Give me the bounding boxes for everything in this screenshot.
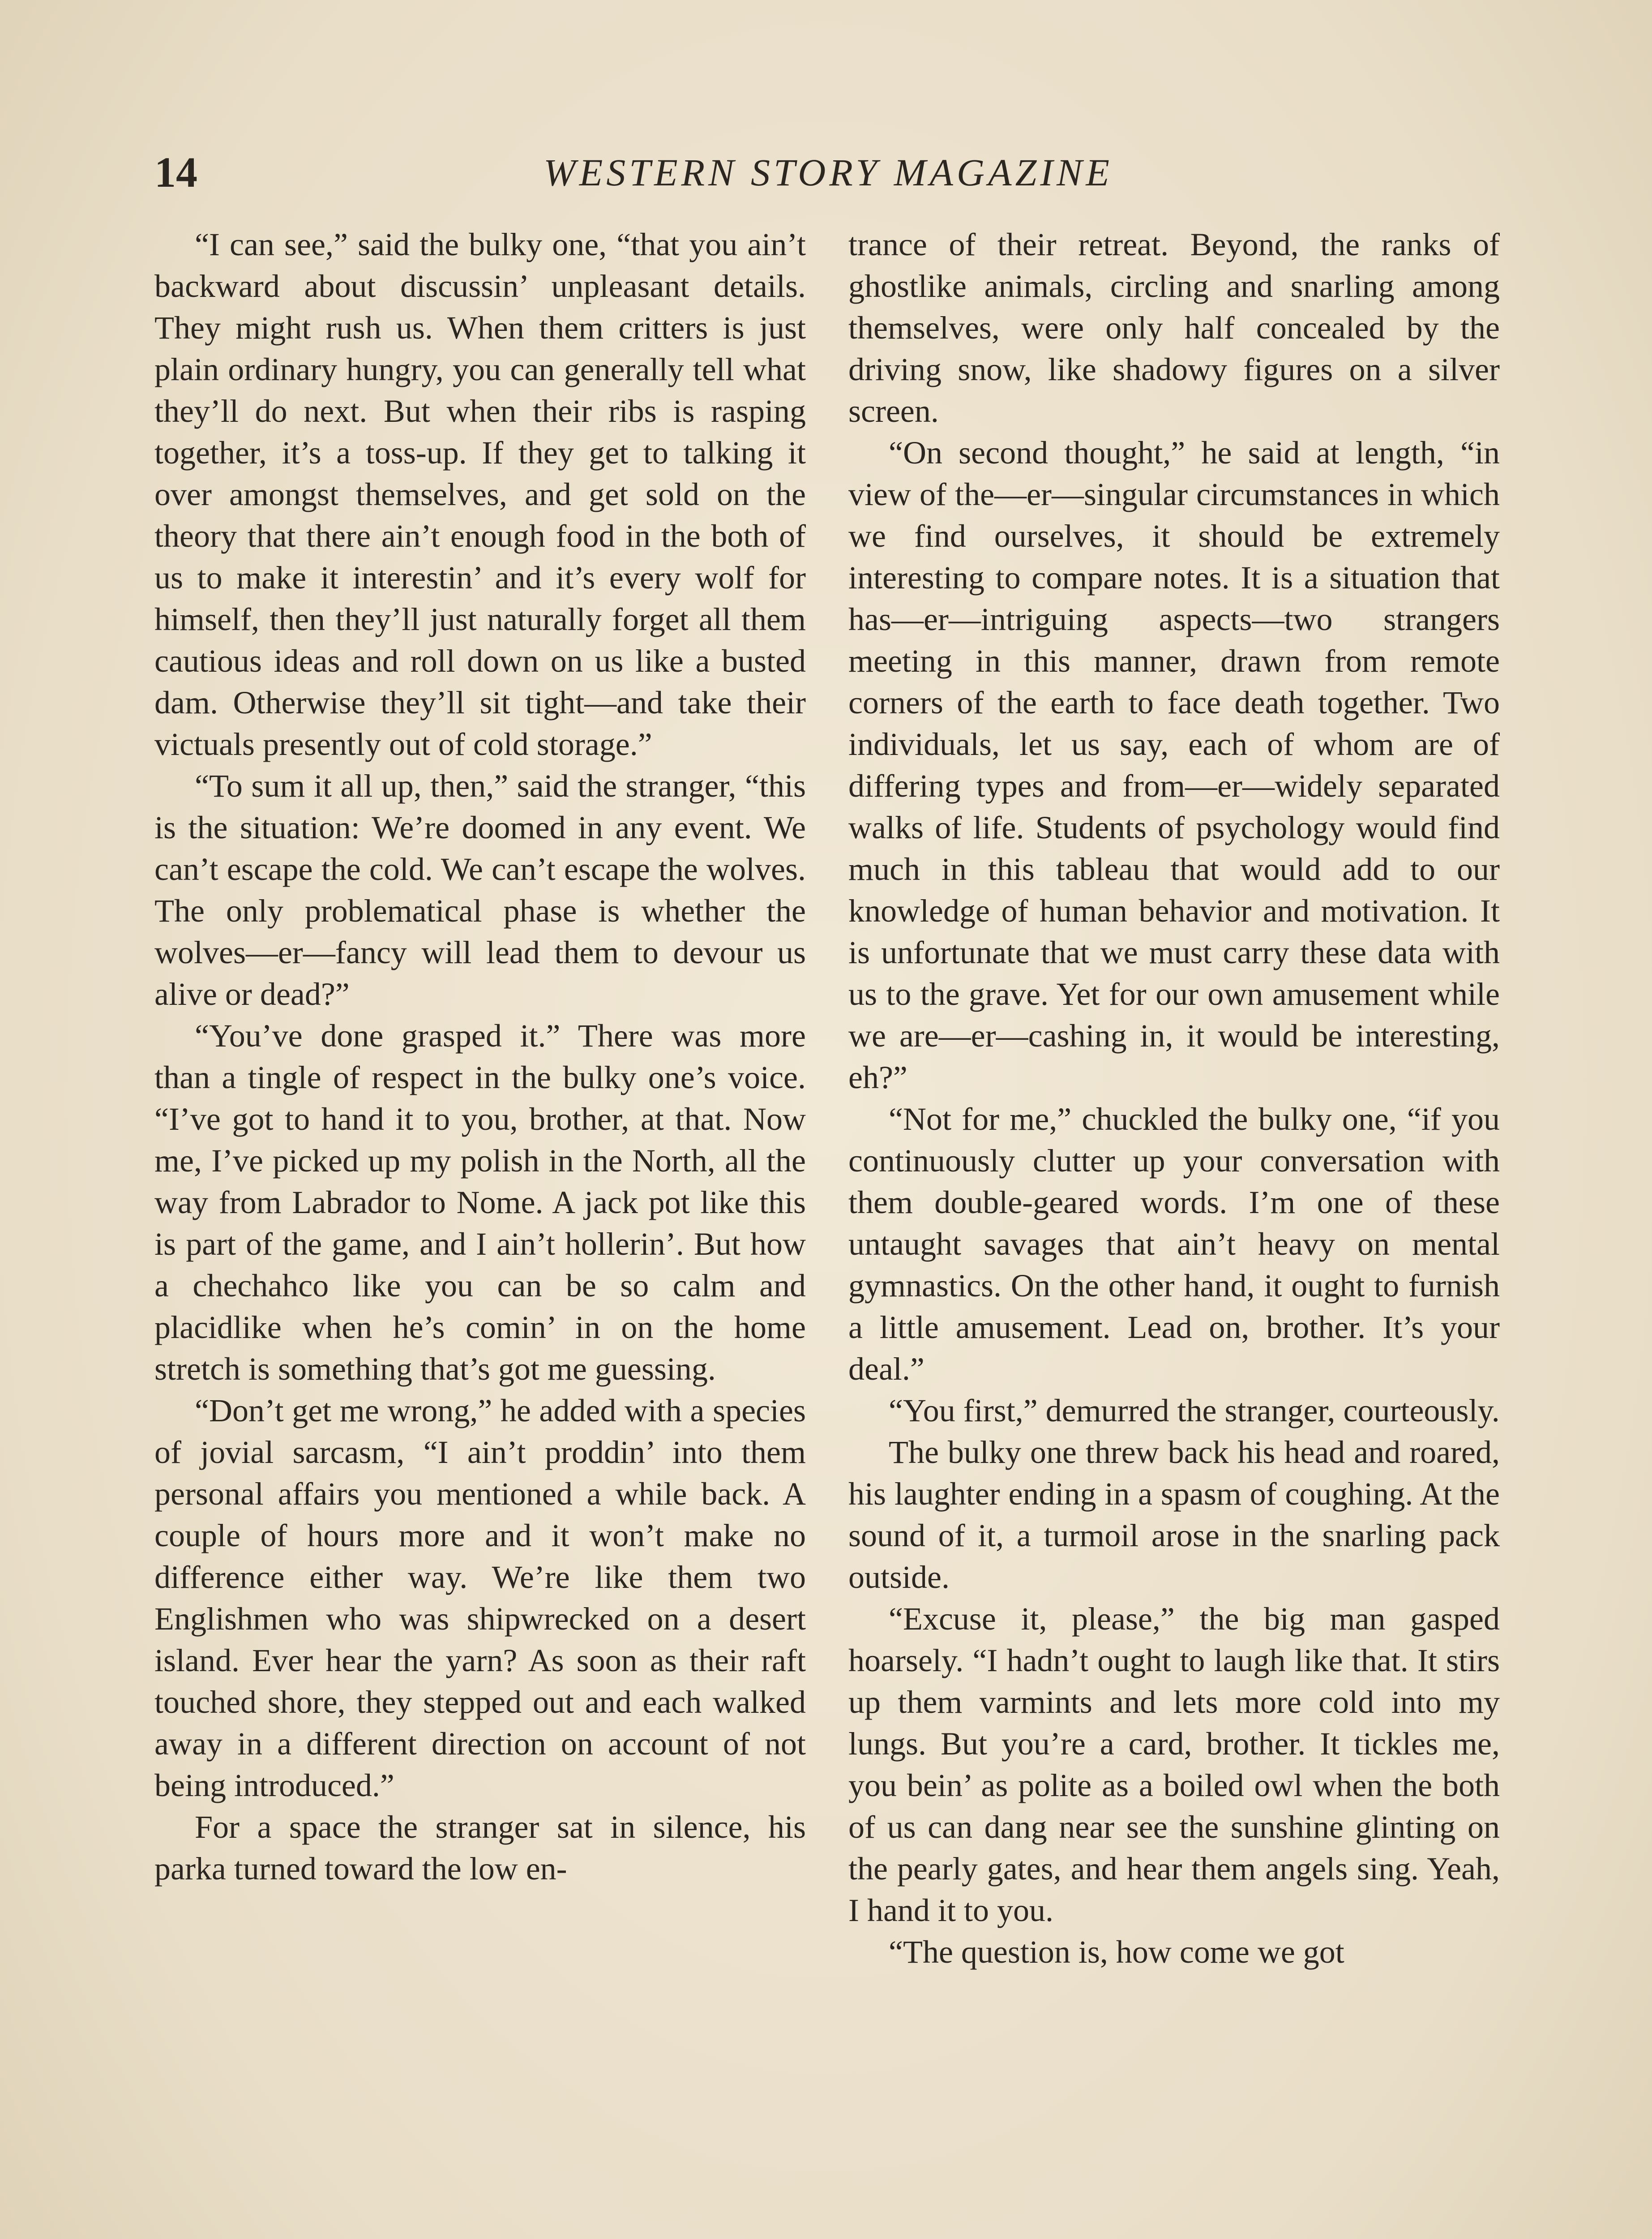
left-column [154, 224, 806, 2239]
right-column [848, 224, 1500, 2239]
paragraph-continuation: trance of their retreat. Beyond, the ranks of ghostlike animals, circling and snarling among themselves, were only half concealed by the driving snow, like shadowy figures on a silver screen. [848, 227, 1500, 429]
paragraph: “The question is, how come we got [889, 1934, 1344, 1970]
paragraph: “Not for me,” chuckled the bulky one, “if you continuously clutter up your conversation with them double-geared words. I’m one of these untaught savages that ain’t heavy on mental gymnastics. On the other hand, it ought to furnish a little amusement. Lead on, brother. It’s your deal.” [848, 1101, 1500, 1387]
paragraph: “Don’t get me wrong,” he added with a species of jovial sarcasm, “I ain’t proddin’ into them personal affairs you mentioned a while back. A couple of hours more and it won’t make no difference either way. We’re like them two Englishmen who was shipwrecked on a desert island. Ever hear the yarn? As soon as their raft touched shore, they stepped out and each walked away in a different direction on account of not being introduced.” [154, 1393, 806, 1803]
paragraph: “You first,” demurred the stranger, courteously. [889, 1393, 1500, 1428]
paragraph: For a space the stranger sat in silence, his parka turned toward the low en- [154, 1809, 806, 1887]
paragraph: “On second thought,” he said at length, “in view of the—er—singular circumstances in which we find ourselves, it should be extremely interesting to compare notes. It is a situation that has—er—intriguing aspects—two strangers meeting in this manner, drawn from remote corners of the earth to face death together. Two individuals, let us say, each of whom are of differing types and from—er—widely separated walks of life. Students of psychology would find much in this tableau that would add to our knowledge of human behavior and motivation. It is unfortunate that we must carry these data with us to the grave. Yet for our own amusement while we are—er—cashing in, it would be interesting, eh?” [848, 435, 1500, 1095]
page-number: 14 [154, 148, 197, 196]
paragraph: “To sum it all up, then,” said the stranger, “this is the situation: We’re doomed in any event. We can’t escape the cold. We can’t escape the wolves. The only problematical phase is whether the wolves—er—fancy will lead them to devour us alive or dead?” [154, 768, 806, 1012]
paragraph: The bulky one threw back his head and roared, his laughter ending in a spasm of coughing. At the sound of it, a turmoil arose in the snarling pack outside. [848, 1434, 1500, 1595]
running-title: WESTERN STORY MAGAZINE [544, 151, 1113, 194]
paragraph: “You’ve done grasped it.” There was more than a tingle of respect in the bulky one’s voice. “I’ve got to hand it to you, brother, at that. Now me, I’ve picked up my polish in the North, all the way from Labrador to Nome. A jack pot like this is part of the game, and I ain’t hollerin’. But how a chechahco like you can be so calm and placidlike when he’s comin’ in on the home stretch is something that’s got me guessing. [154, 1018, 806, 1387]
paragraph: “I can see,” said the bulky one, “that you ain’t backward about discussin’ unpleasant details. They might rush us. When them critters is just plain ordinary hungry, you can generally tell what they’ll do next. But when their ribs is rasping together, it’s a toss-up. If they get to talking it over amongst themselves, and get sold on the theory that there ain’t enough food in the both of us to make it interestin’ and it’s every wolf for himself, then they’ll just naturally forget all them cautious ideas and roll down on us like a busted dam. Otherwise they’ll sit tight—and take their victuals presently out of cold storage.” [154, 227, 806, 762]
page-header [154, 143, 1502, 202]
paragraph: “Excuse it, please,” the big man gasped hoarsely. “I hadn’t ought to laugh like that. It stirs up them varmints and lets more cold into my lungs. But you’re a card, brother. It tickles me, you bein’ as polite as a boiled owl when the both of us can dang near see the sunshine glinting on the pearly gates, and hear them angels sing. Yeah, I hand it to you. [848, 1601, 1500, 1928]
